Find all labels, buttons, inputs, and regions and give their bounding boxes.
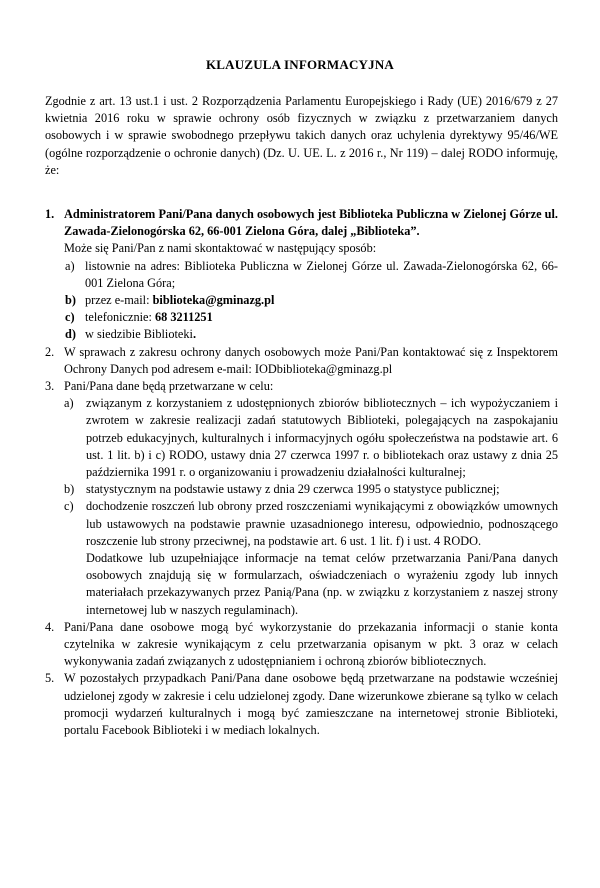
sub-letter: c) — [64, 499, 74, 514]
item-text: Może się Pani/Pan z nami skontaktować w następujący sposób: — [64, 241, 377, 256]
sub-item — [45, 309, 558, 326]
item-number: 1. — [45, 207, 55, 221]
sub-item — [45, 258, 558, 292]
sub-text: w siedzibie Biblioteki — [85, 327, 193, 342]
sub-text: telefonicznie: — [85, 310, 155, 325]
item-text: Pani/Pana dane będą przetwarzane w celu: — [64, 379, 274, 394]
item-number: 4. — [45, 619, 55, 634]
item-text: W pozostałych przypadkach Pani/Pana dane osobowe będą przetwarzane na podstawie wcześniej udzielonej zgody w zakresie i celu udzielonej zgody. Dane wizerunkowe zbierane są tylko w celach promocji wydarzeń kulturalnych i mogą być zamieszczane na internetowej stronie Biblioteki, portalu Facebook Biblioteki i w mediach lokalnych. — [64, 671, 558, 738]
clause-list — [45, 206, 558, 739]
item-number: 5. — [45, 671, 55, 686]
list-item — [45, 344, 558, 378]
sub-letter: b) — [64, 482, 75, 497]
sub-text: listownie na adres: Biblioteka Publiczna w Zielonej Górze ul. Zawada-Zielonogórska 62, 66-001 Zielona Góra; — [85, 258, 558, 290]
sub-text: związanym z korzystaniem z udostępnionych zbiorów bibliotecznych – ich wypożyczaniem i zwrotem w zakresie realizacji zadań statutowych Biblioteki, polegających na zaspokajaniu potrzeb edukacyjnych, kulturalnych i informacyjnych ogółu społeczeństwa na podstawie art. 6 ust. 1 lit. b) i c) RODO, ustawy dnia 27 czerwca 1997 r. o bibliotekach oraz ustawy z dnia 25 października 1991 r. o organizowaniu i prowadzeniu działalności kulturalnej; — [86, 396, 558, 480]
list-item — [45, 378, 558, 619]
sub-text: dochodzenie roszczeń lub obrony przed roszczeniami wynikającymi z obowiązków umownych lub ustawowych na podstawie prawnie uzasadnionego interesu, odpowiednio, podnoszącego roszczenie lub strony przeciwnej, na podstawie art. 6 ust. 1 lit. f) i ust. 4 RODO. — [86, 499, 558, 548]
sub-letter: a) — [64, 396, 74, 411]
item-number: 3. — [45, 379, 55, 394]
intro-paragraph: Zgodnie z art. 13 ust.1 i ust. 2 Rozporządzenia Parlamentu Europejskiego i Rady (UE) 2016/679 z 27 kwietnia 2016 roku w sprawie ochrony osób fizycznych w związku z przetwarzaniem danych osobowych i w sprawie swobodnego przepływu takich danych oraz uchylenia dyrektywy 95/46/WE (ogólne rozporządzenie o ochronie danych) (Dz. U. UE. L. z 2016 r., Nr 119) – dalej RODO informuję, że: — [45, 94, 558, 177]
sub-text: przez e-mail: — [85, 293, 153, 308]
sub-item — [45, 498, 558, 550]
document-title: KLAUZULA INFORMACYJNA — [205, 57, 394, 72]
sub-item — [45, 292, 558, 309]
item-heading: Administratorem Pani/Pana danych osobowych jest Biblioteka Publiczna w Zielonej Górze ul. Zawada-Zielonogórska 62, 66-001 Zielona Góra, dalej „Biblioteka”. — [64, 207, 558, 239]
sub-text-bold: . — [192, 327, 197, 342]
item-text: W sprawach z zakresu ochrony danych osobowych może Pani/Pan kontaktować się z Inspektorem Ochrony Danych pod adresem e-mail: IODbiblioteka@gminazg.pl — [64, 344, 558, 376]
list-item — [45, 206, 558, 258]
contact-methods — [45, 258, 558, 344]
sub-letter: a) — [65, 258, 75, 273]
phone-number: 68 3211251 — [155, 310, 213, 325]
item-number: 2. — [45, 344, 55, 359]
sub-item — [45, 326, 558, 343]
sub-letter: d) — [65, 327, 76, 342]
sub-item — [45, 395, 558, 481]
sub-text: statystycznym na podstawie ustawy z dnia 29 czerwca 1995 o statystyce publicznej; — [86, 482, 500, 497]
sub-letter: c) — [65, 310, 75, 325]
sub-item — [45, 481, 558, 498]
list-item — [45, 670, 558, 739]
item-text: Pani/Pana dane osobowe mogą być wykorzystanie do przekazania informacji o stanie konta czytelnika w zakresie wynikającym z celu przetwarzania opisanym w pkt. 3 oraz w celach wykonywania zadań związanych z udostępnianiem i ochroną zbiorów bibliotecznych. — [64, 619, 558, 669]
additional-info: Dodatkowe lub uzupełniające informacje na temat celów przetwarzania Pani/Pana danych osobowych znajdują się w formularzach, oświadczeniach o wyrażeniu zgody lub innych materiałach przekazywanych przez Panią/Pana (np. w związku z korzystaniem z naszej strony internetowej lub w naszych regulaminach). — [86, 551, 558, 617]
list-item — [45, 619, 558, 671]
email-link[interactable]: biblioteka@gminazg.pl — [152, 293, 275, 308]
sub-letter: b) — [65, 293, 76, 308]
